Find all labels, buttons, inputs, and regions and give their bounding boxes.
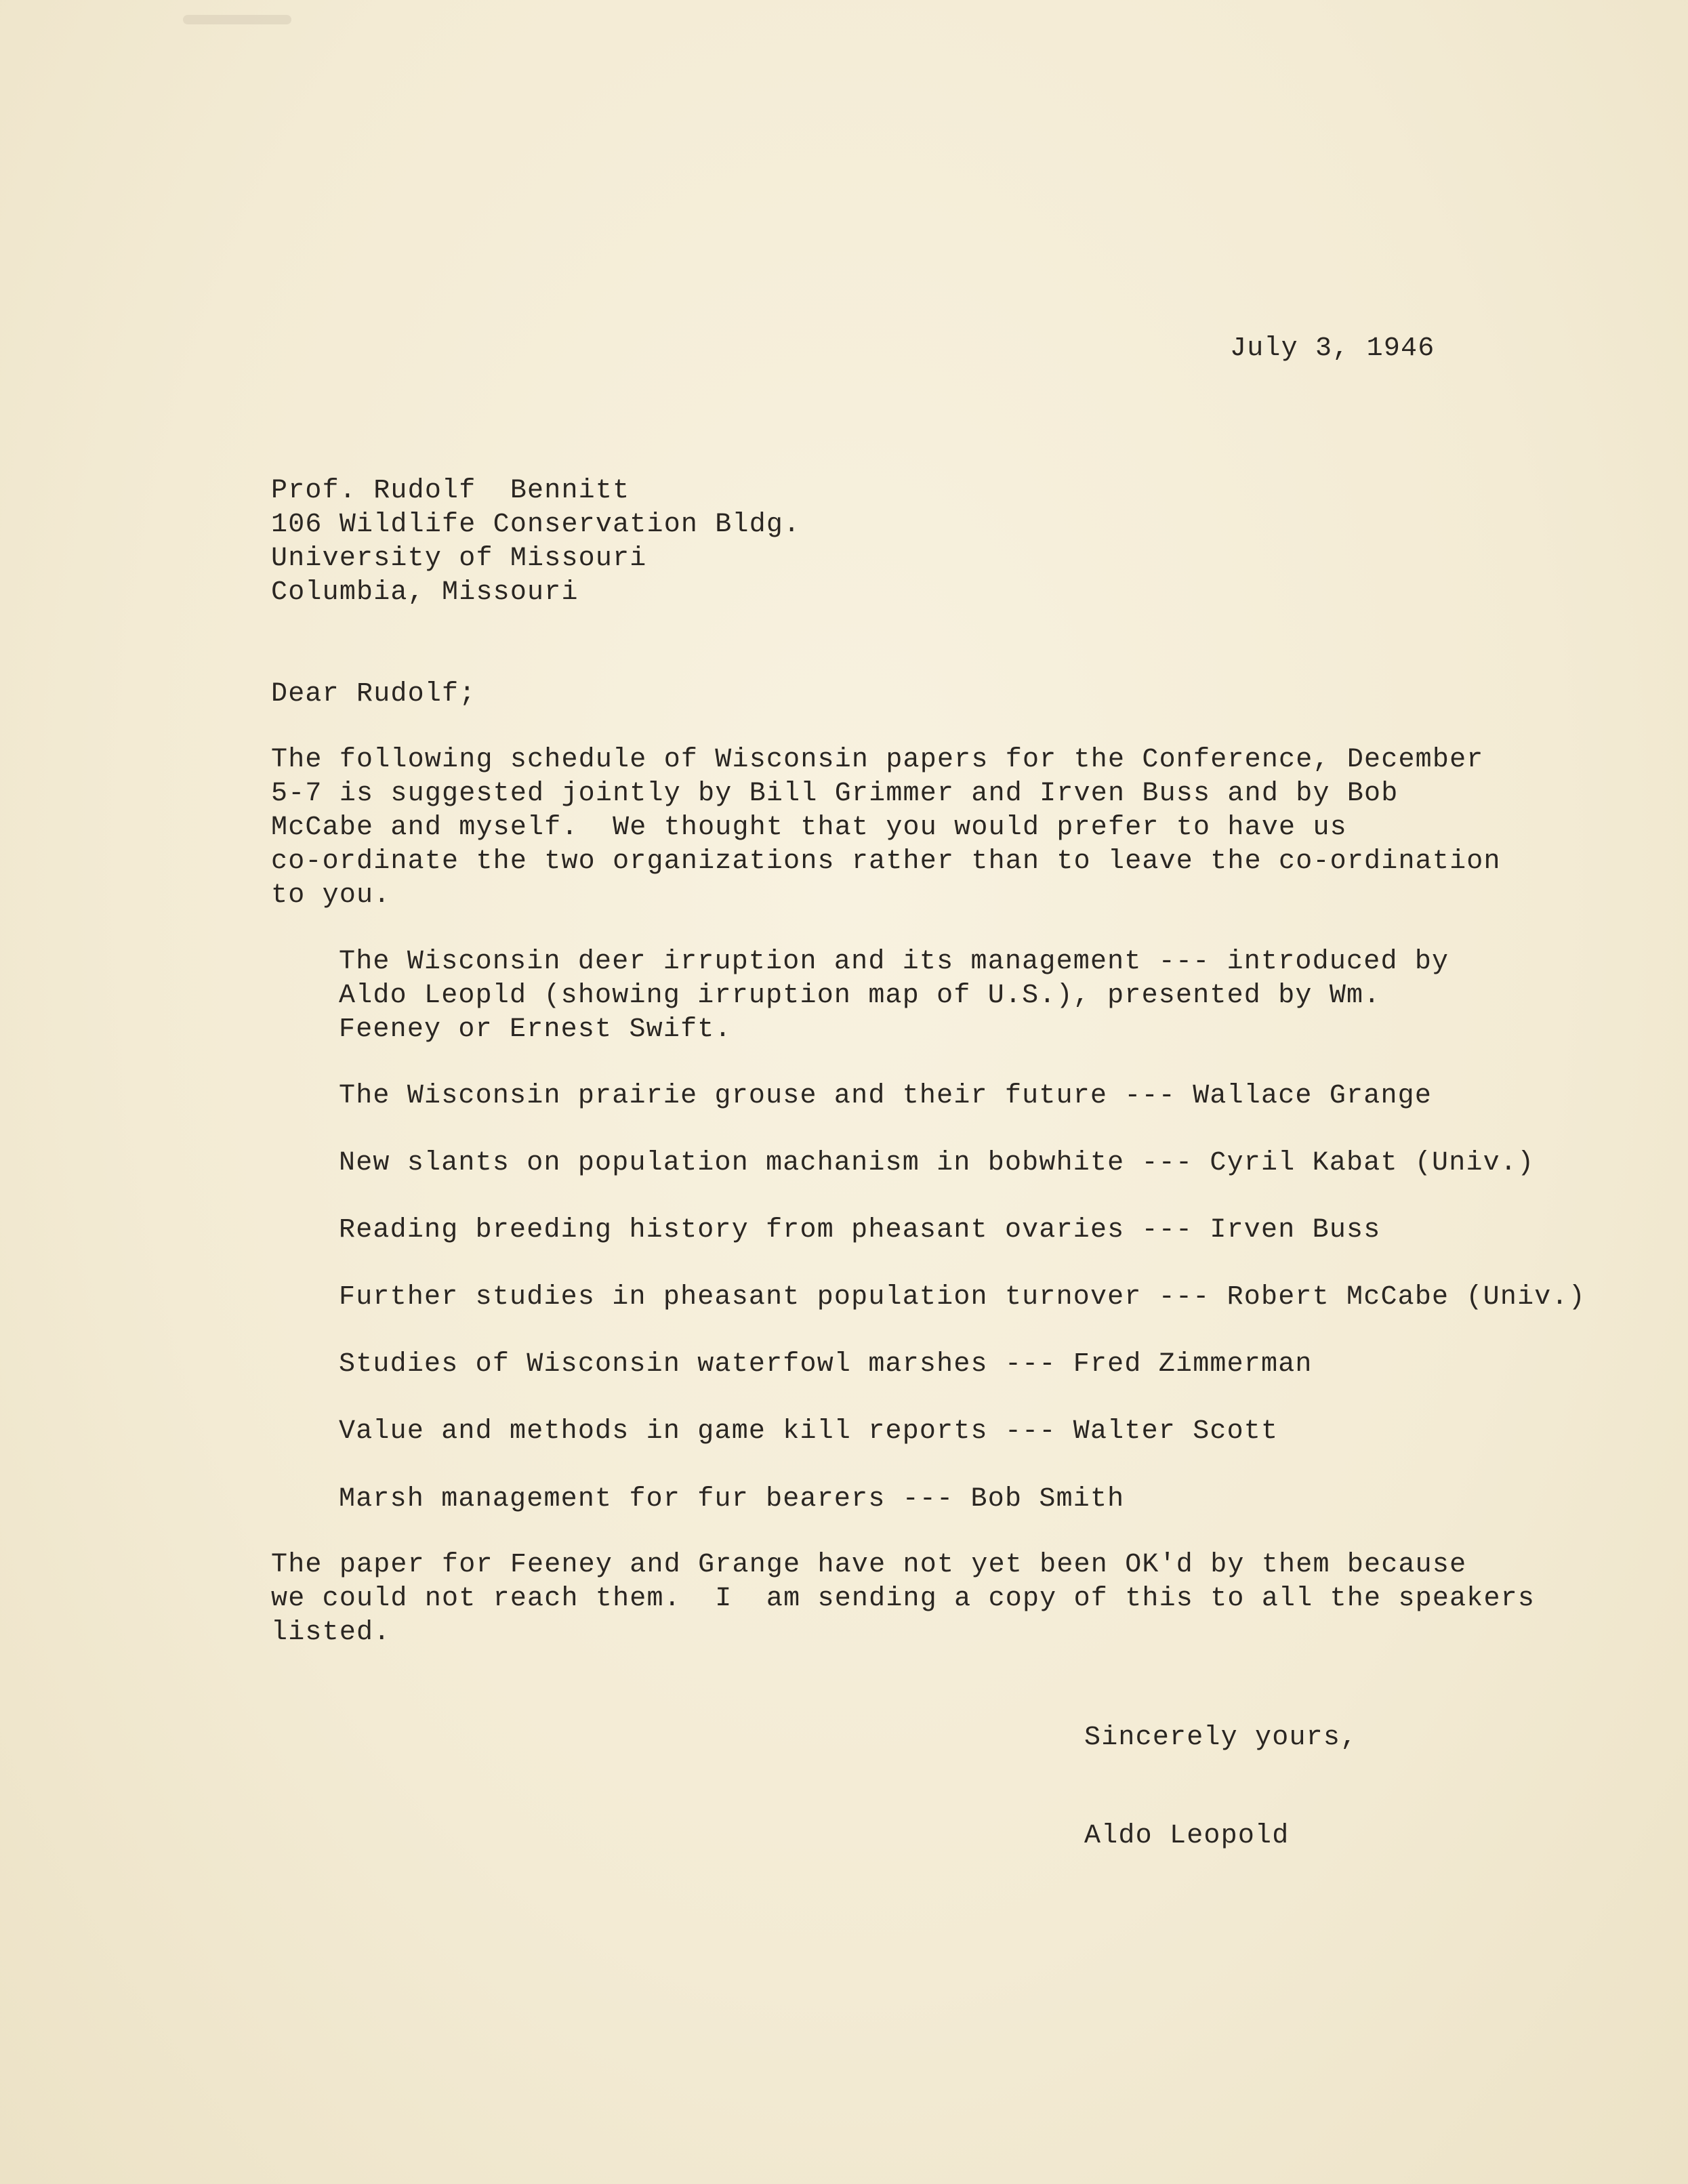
intro-line: 5-7 is suggested jointly by Bill Grimmer and Irven Buss and by Bob [271,779,1399,809]
schedule-item: Value and methods in game kill reports --- Walter Scott [339,1416,1279,1447]
intro-line: McCabe and myself. We thought that you would prefer to have us [271,812,1347,843]
closing: Sincerely yours, [1084,1723,1358,1753]
schedule-item-line: Feeney or Ernest Swift. [339,1014,732,1045]
paper-smudge [183,15,291,24]
recipient-line: University of Missouri [271,543,647,574]
intro-line: to you. [271,880,391,911]
schedule-item-line: The Wisconsin deer irruption and its management --- introduced by [339,947,1449,977]
recipient-line: 106 Wildlife Conservation Bldg. [271,510,801,540]
schedule-item: Further studies in pheasant population turnover --- Robert McCabe (Univ.) [339,1282,1586,1313]
intro-line: co-ordinate the two organizations rather than to leave the co-ordination [271,846,1501,877]
recipient-line: Columbia, Missouri [271,577,579,608]
schedule-item: New slants on population machanism in bobwhite --- Cyril Kabat (Univ.) [339,1148,1535,1178]
closing-paragraph-line: listed. [271,1618,391,1648]
signature: Aldo Leopold [1084,1821,1290,1851]
schedule-item: Studies of Wisconsin waterfowl marshes --- Fred Zimmerman [339,1349,1313,1380]
schedule-item-line: Aldo Leopld (showing irruption map of U.S.), presented by Wm. [339,981,1381,1011]
intro-line: The following schedule of Wisconsin papers for the Conference, December [271,745,1484,775]
closing-paragraph-line: we could not reach them. I am sending a copy of this to all the speakers [271,1584,1536,1614]
schedule-item: Marsh management for fur bearers --- Bob Smith [339,1484,1125,1515]
recipient-line: Prof. Rudolf Bennitt [271,476,630,506]
closing-paragraph-line: The paper for Feeney and Grange have not yet been OK'd by them because [271,1550,1467,1580]
salutation: Dear Rudolf; [271,679,476,709]
letter-date: July 3, 1946 [1230,333,1435,364]
schedule-item: The Wisconsin prairie grouse and their future --- Wallace Grange [339,1081,1433,1111]
schedule-item: Reading breeding history from pheasant ovaries --- Irven Buss [339,1215,1381,1245]
